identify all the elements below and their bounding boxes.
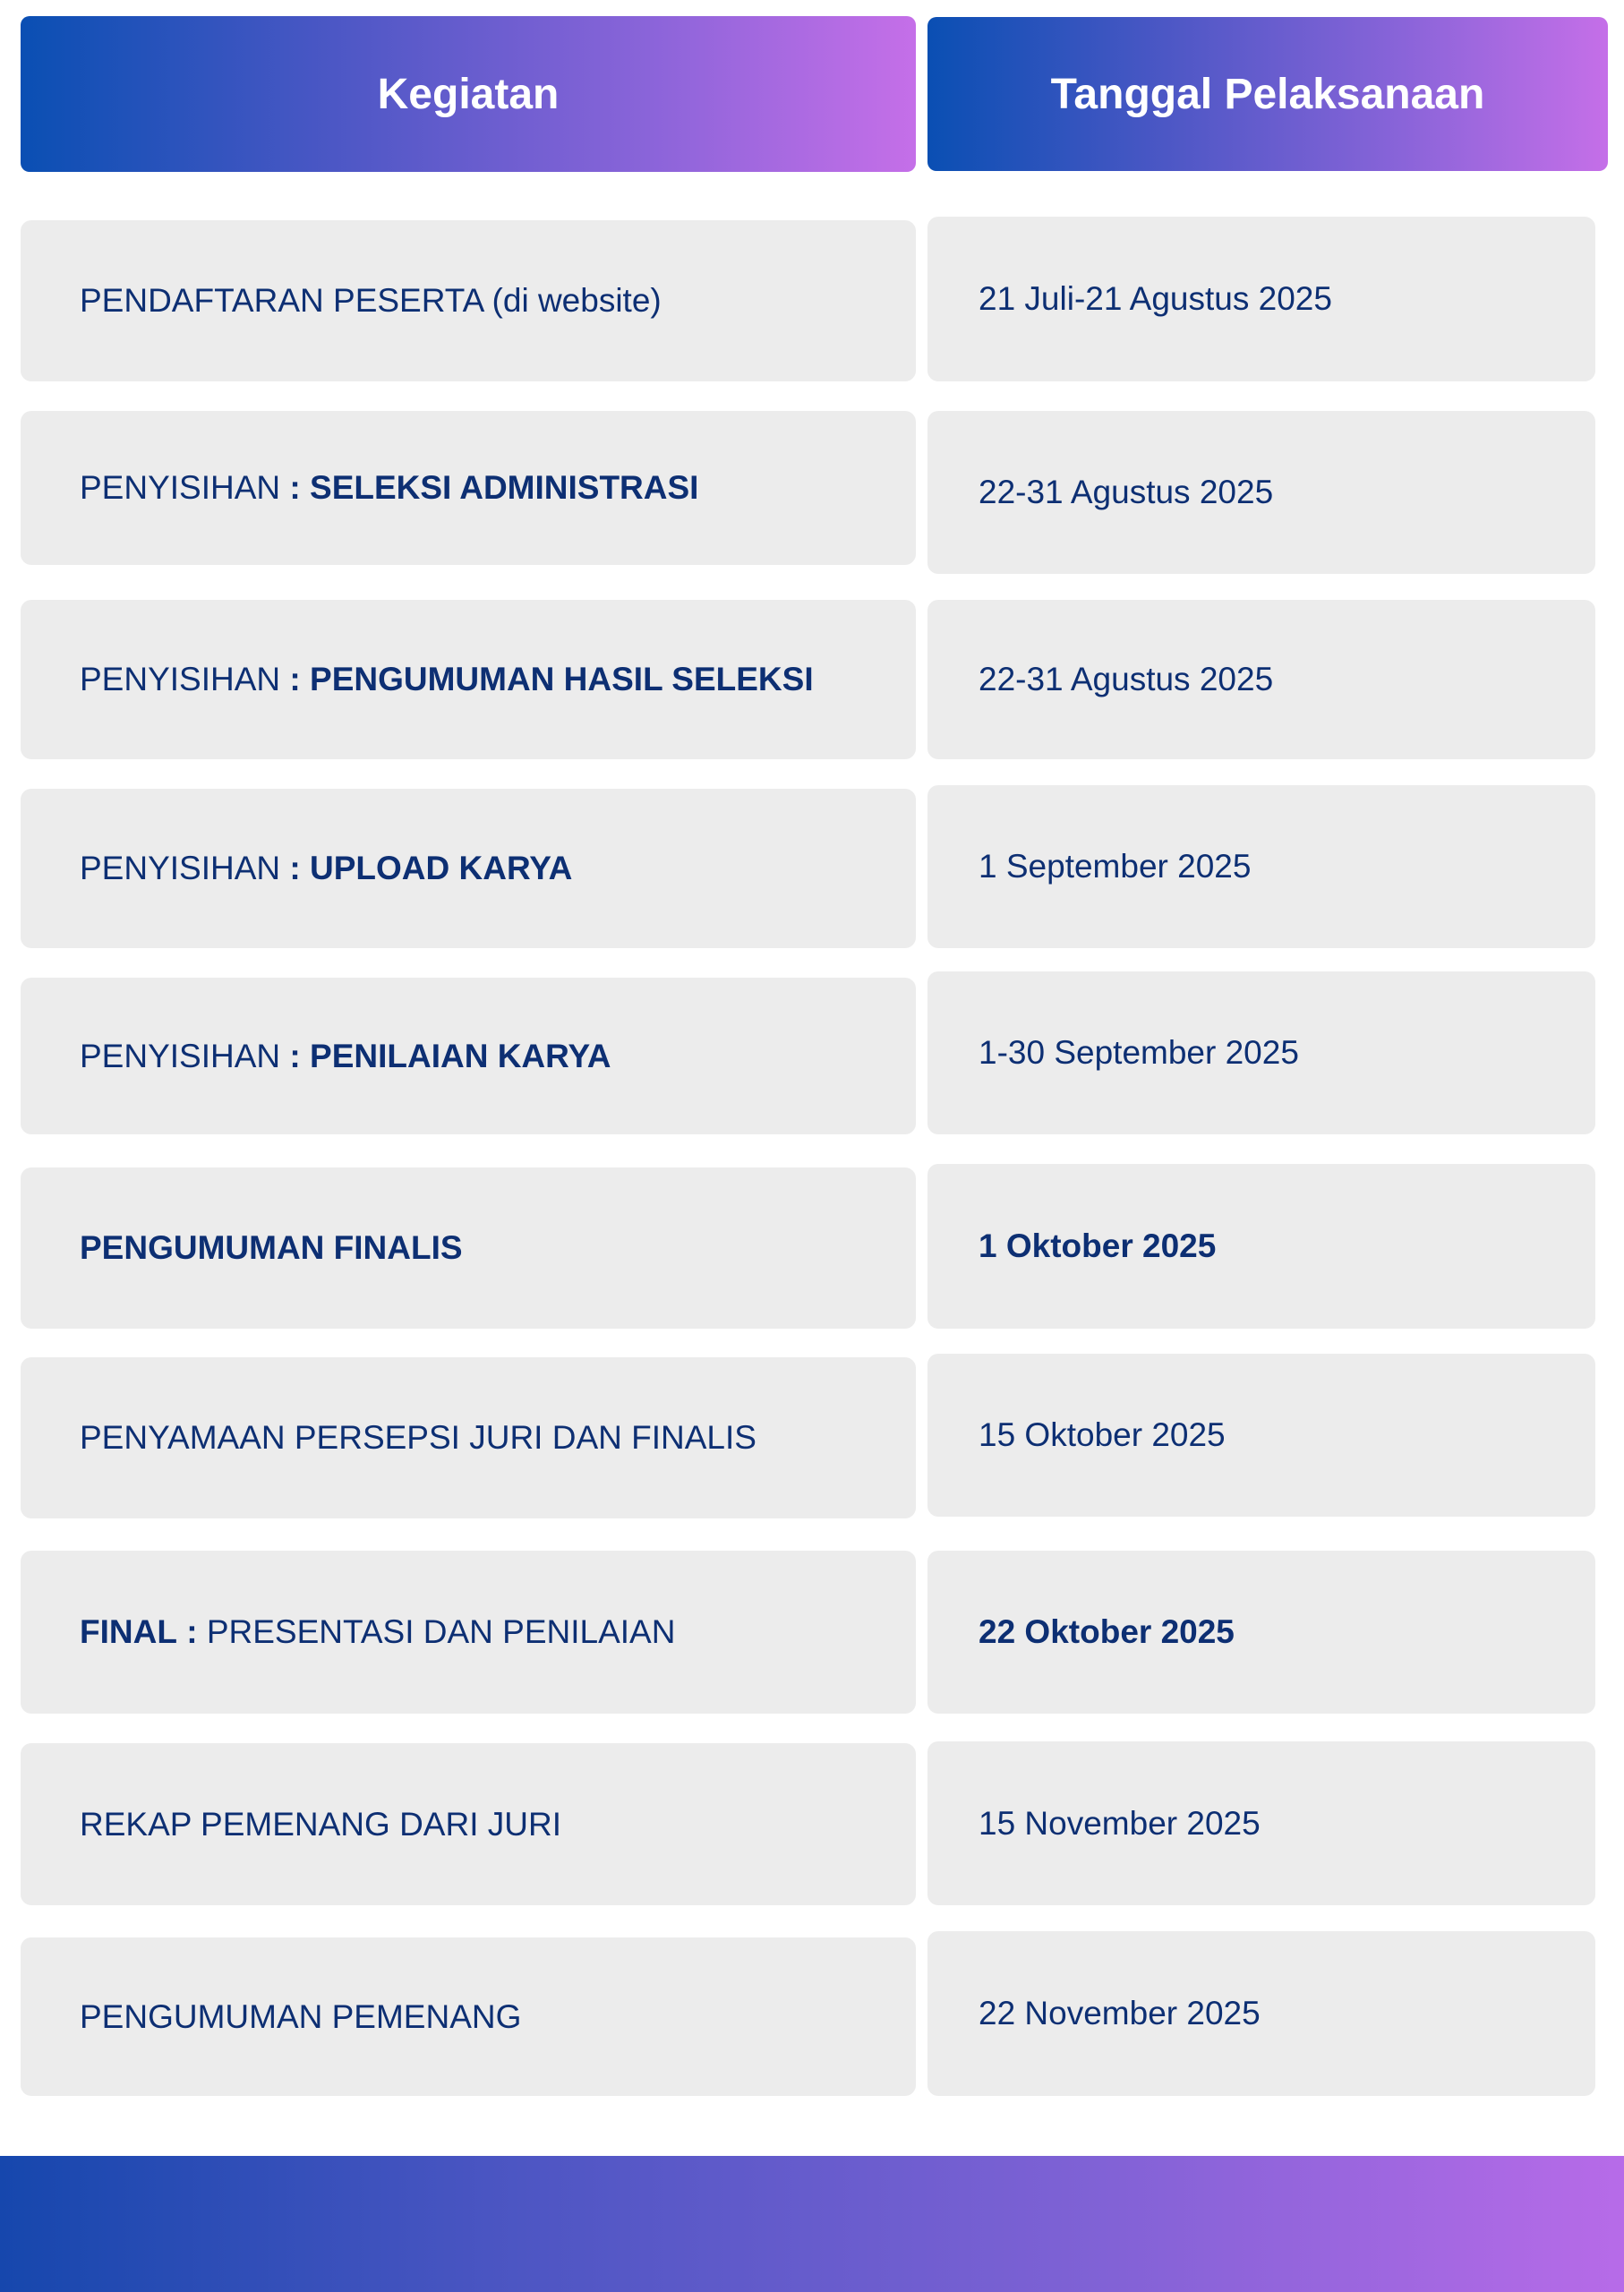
date-cell xyxy=(927,971,1595,1134)
activity-bold: SELEKSI ADMINISTRASI xyxy=(300,469,699,506)
footer-bar xyxy=(0,2156,1624,2292)
date-text: 1 Oktober 2025 xyxy=(979,1227,1217,1264)
activity-separator: : xyxy=(176,1613,198,1650)
activity-bold: PENGUMUMAN HASIL SELEKSI xyxy=(300,661,814,697)
date-text: 1 September 2025 xyxy=(979,848,1252,885)
activity-cell xyxy=(21,411,916,565)
activity-text: PENDAFTARAN PESERTA (di website) xyxy=(80,282,662,319)
activity-prefix: PENYISIHAN xyxy=(80,661,290,697)
date-text: 22 November 2025 xyxy=(979,1995,1261,2031)
header-date-label: Tanggal Pelaksanaan xyxy=(1050,70,1485,118)
activity-prefix: PENYISIHAN xyxy=(80,850,290,886)
activity-bold: UPLOAD KARYA xyxy=(300,850,573,886)
activity-bold: PENGUMUMAN FINALIS xyxy=(80,1229,463,1266)
header-date xyxy=(927,17,1608,171)
activity-prefix: PENYISIHAN xyxy=(80,469,290,506)
activity-prefix: PENYISIHAN xyxy=(80,1037,290,1074)
date-cell xyxy=(927,1164,1595,1329)
activity-bold: PENILAIAN KARYA xyxy=(300,1037,611,1074)
activity-cell xyxy=(21,978,916,1134)
activity-text: PENGUMUMAN PEMENANG xyxy=(80,1997,522,2035)
date-cell xyxy=(927,1741,1595,1905)
activity-bold-lead: FINAL xyxy=(80,1613,177,1650)
activity-suffix: PRESENTASI DAN PENILAIAN xyxy=(197,1613,676,1650)
activity-separator: : xyxy=(289,850,301,886)
activity-separator: : xyxy=(289,661,301,697)
activity-cell xyxy=(21,220,916,381)
activity-cell xyxy=(21,1551,916,1714)
activity-separator: : xyxy=(289,1037,301,1074)
date-text: 22-31 Agustus 2025 xyxy=(979,474,1274,510)
date-cell xyxy=(927,1551,1595,1714)
activity-cell xyxy=(21,600,916,759)
date-text: 21 Juli-21 Agustus 2025 xyxy=(979,280,1332,317)
date-cell xyxy=(927,411,1595,574)
activity-cell xyxy=(21,1357,916,1518)
activity-cell xyxy=(21,1937,916,2096)
activity-separator: : xyxy=(289,469,301,506)
date-text: 15 November 2025 xyxy=(979,1804,1261,1842)
activity-cell xyxy=(21,1743,916,1905)
date-text: 1-30 September 2025 xyxy=(979,1034,1299,1071)
header-activity xyxy=(21,16,916,172)
date-cell xyxy=(927,1931,1595,2096)
header-activity-label: Kegiatan xyxy=(377,70,560,118)
activity-cell xyxy=(21,1167,916,1329)
date-text: 15 Oktober 2025 xyxy=(979,1416,1226,1453)
date-cell xyxy=(927,1354,1595,1517)
date-text: 22-31 Agustus 2025 xyxy=(979,661,1274,697)
activity-text: REKAP PEMENANG DARI JURI xyxy=(80,1805,561,1843)
activity-cell xyxy=(21,789,916,948)
activity-text: PENYAMAAN PERSEPSI JURI DAN FINALIS xyxy=(80,1419,756,1456)
date-cell xyxy=(927,785,1595,948)
date-cell xyxy=(927,600,1595,759)
date-text: 22 Oktober 2025 xyxy=(979,1613,1235,1650)
date-cell xyxy=(927,217,1595,381)
